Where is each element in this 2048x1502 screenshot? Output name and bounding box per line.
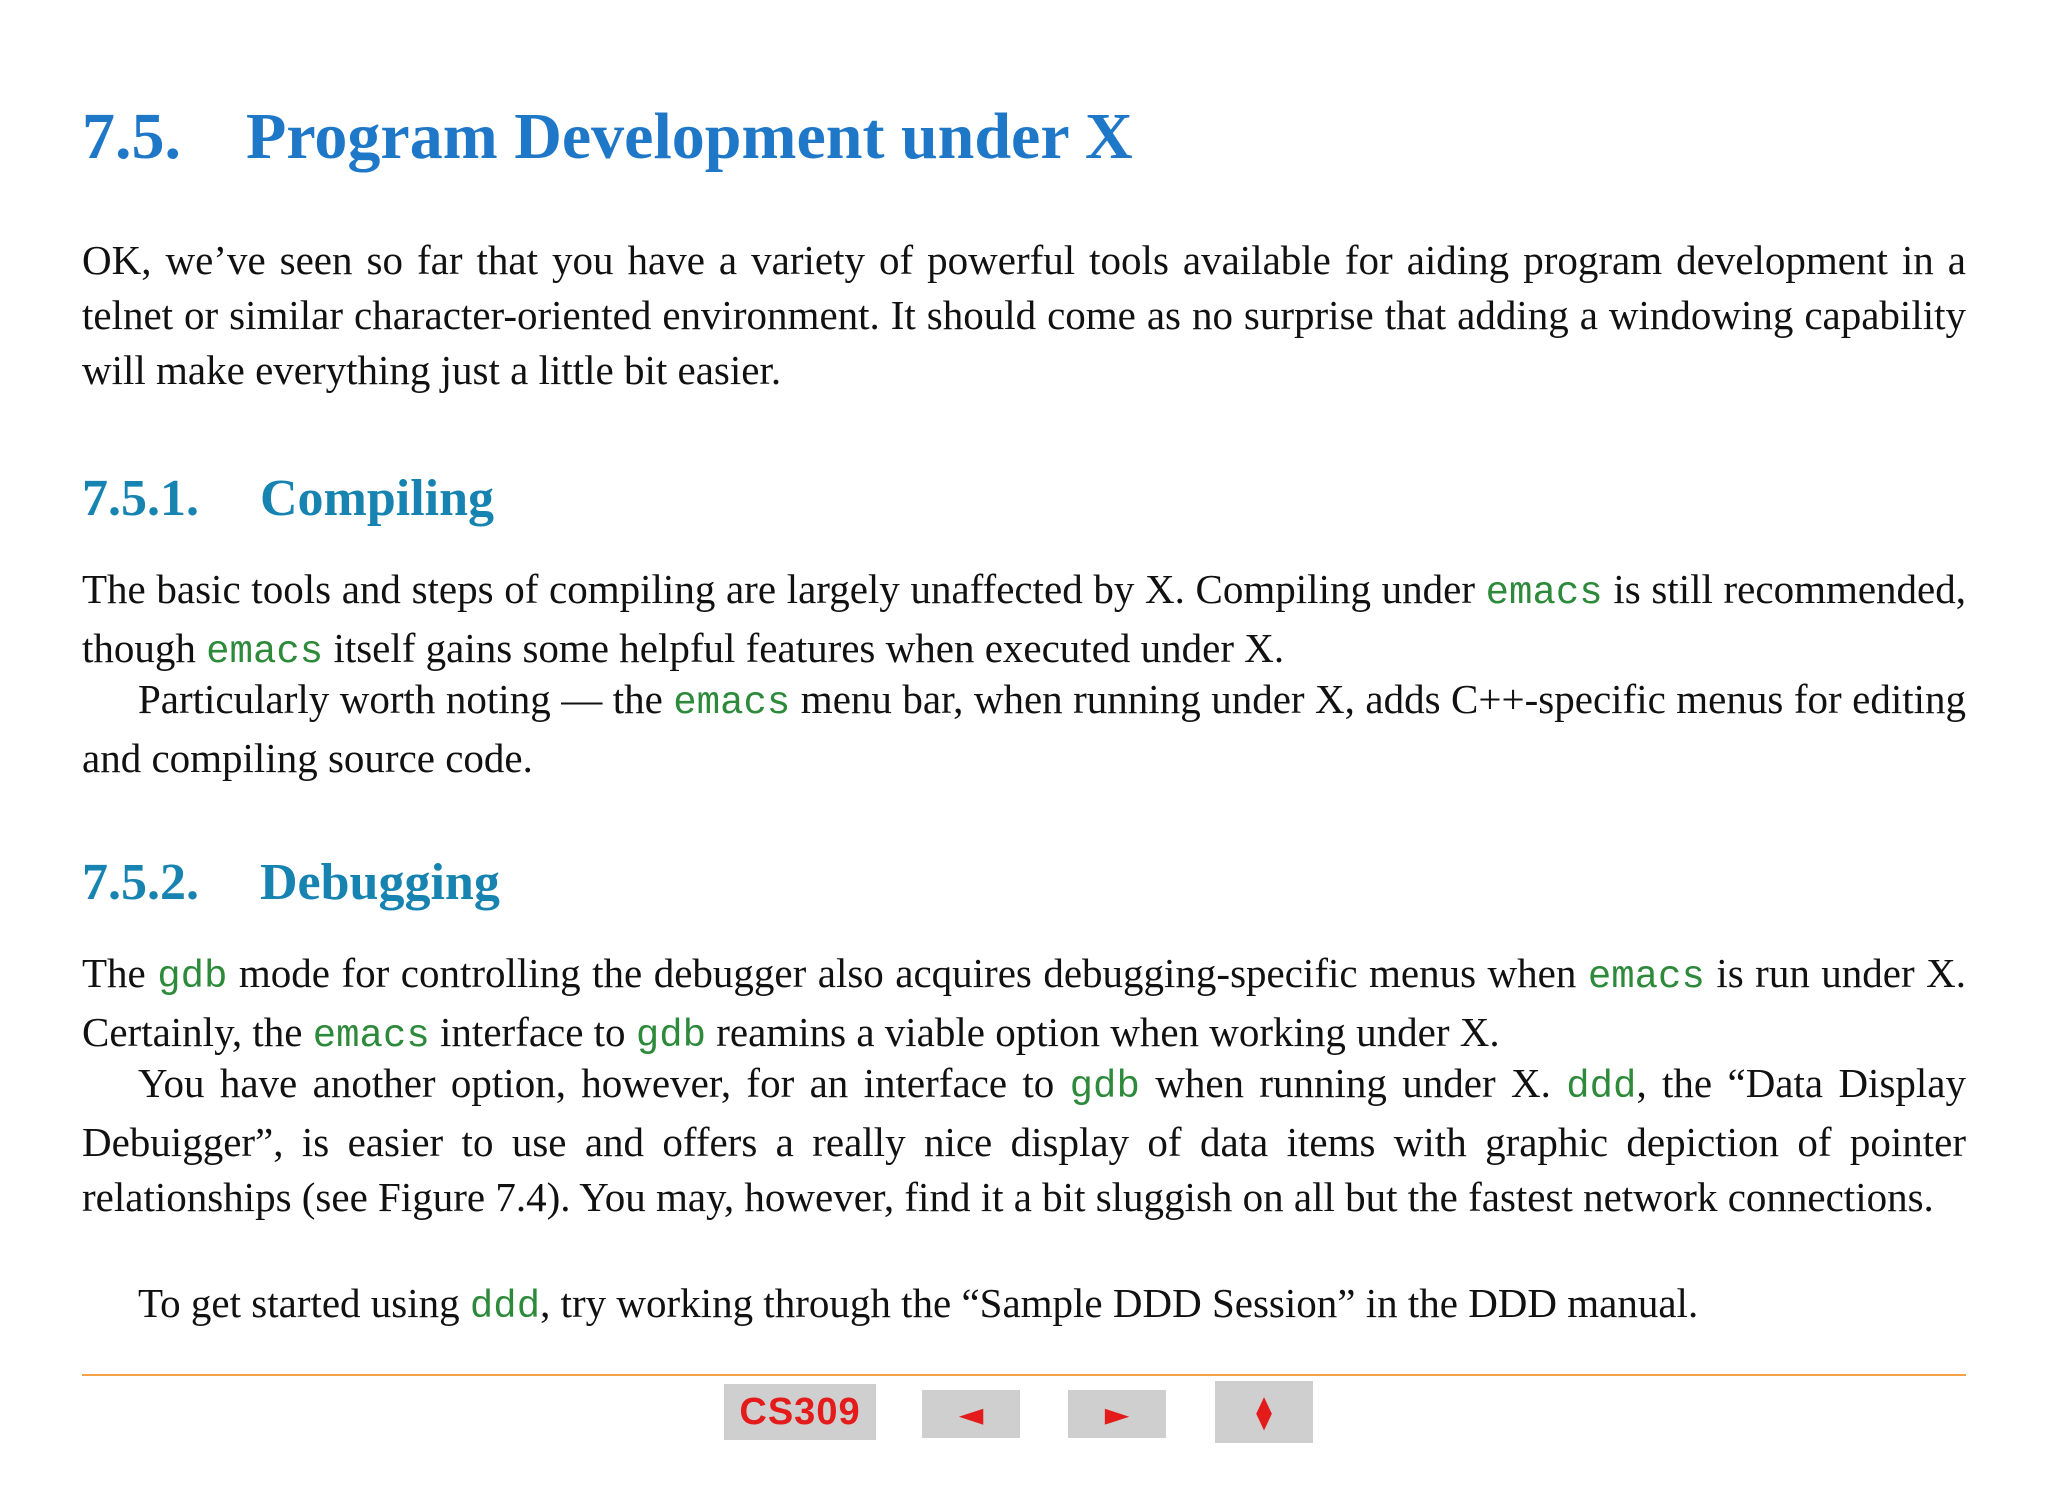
compiling-paragraph-1	[82, 562, 1966, 680]
text-run: reamins a viable option when working under X.	[706, 1009, 1500, 1055]
section-number: 7.5.	[82, 100, 181, 173]
triangle-left-icon: ◄	[958, 1395, 984, 1433]
text-run: mode for controlling the debugger also acquires debugging-specific menus when	[227, 950, 1588, 996]
debugging-paragraph-2	[82, 1056, 1966, 1225]
text-run: is still recommended, though	[82, 566, 1967, 671]
code-emacs: emacs	[206, 630, 324, 674]
code-ddd: ddd	[1566, 1065, 1637, 1109]
code-emacs: emacs	[1587, 955, 1705, 999]
text-run: To get started using	[138, 1280, 470, 1326]
text-run: , the “Data Display Debuigger”, is easier to use and offers a really nice display of data items with graphic depiction of pointer relationships (see Figure 7.4). You may, however, find it a bit sluggish on all but the fastest network connections.	[82, 1060, 1966, 1220]
subsection-title: Debugging	[260, 854, 500, 911]
text-run: The basic tools and steps of compiling are largely unaffected by X. Compiling under	[82, 566, 1486, 612]
code-gdb: gdb	[635, 1014, 707, 1058]
compiling-paragraph-2	[82, 672, 1966, 786]
debugging-paragraph-1	[82, 946, 1966, 1064]
code-emacs: emacs	[312, 1014, 430, 1058]
text-run: itself gains some helpful features when executed under X.	[323, 625, 1285, 671]
document-page	[82, 0, 1966, 1502]
text-run: Particularly worth noting — the	[138, 676, 674, 722]
triangle-right-icon: ►	[1104, 1395, 1130, 1433]
code-ddd: ddd	[469, 1285, 541, 1329]
code-gdb: gdb	[1069, 1065, 1140, 1109]
back-button[interactable]	[1215, 1381, 1313, 1443]
text-run: The	[82, 950, 158, 996]
text-run: menu bar, when running under X, adds C++-specific menus for editing and compiling source code.	[82, 676, 1966, 781]
subsection-number: 7.5.2.	[82, 854, 199, 911]
prev-page-button[interactable]	[922, 1390, 1020, 1438]
text-run: You have another option, however, for an interface to	[138, 1060, 1070, 1106]
text-run: , try working through the “Sample DDD Session” in the DDD manual.	[540, 1280, 1699, 1326]
footer-divider	[82, 1374, 1966, 1376]
intro-paragraph: OK, we’ve seen so far that you have a variety of powerful tools available for aiding program development in a telnet or similar character-oriented environment. It should come as no surprise that adding a windowing capability will make everything just a little bit easier.	[82, 237, 1966, 393]
subsection-number: 7.5.1.	[82, 470, 199, 527]
subsection-title: Compiling	[260, 470, 495, 527]
text-run: is run under X. Certainly, the	[82, 950, 1966, 1055]
next-page-button[interactable]	[1068, 1390, 1166, 1438]
code-gdb: gdb	[157, 955, 228, 999]
back-diamond-icon: ⧫	[1256, 1393, 1272, 1431]
text-run: interface to	[429, 1009, 636, 1055]
subsection-heading-compiling	[82, 470, 495, 527]
section-heading	[82, 100, 1133, 173]
text-run: when running under X.	[1139, 1060, 1567, 1106]
code-emacs: emacs	[1485, 571, 1603, 615]
code-emacs: emacs	[673, 681, 791, 725]
debugging-paragraph-3	[82, 1276, 1966, 1335]
section-title: Program Development under X	[246, 100, 1133, 173]
subsection-heading-debugging	[82, 854, 500, 911]
course-home-button[interactable]: CS309	[724, 1384, 876, 1440]
